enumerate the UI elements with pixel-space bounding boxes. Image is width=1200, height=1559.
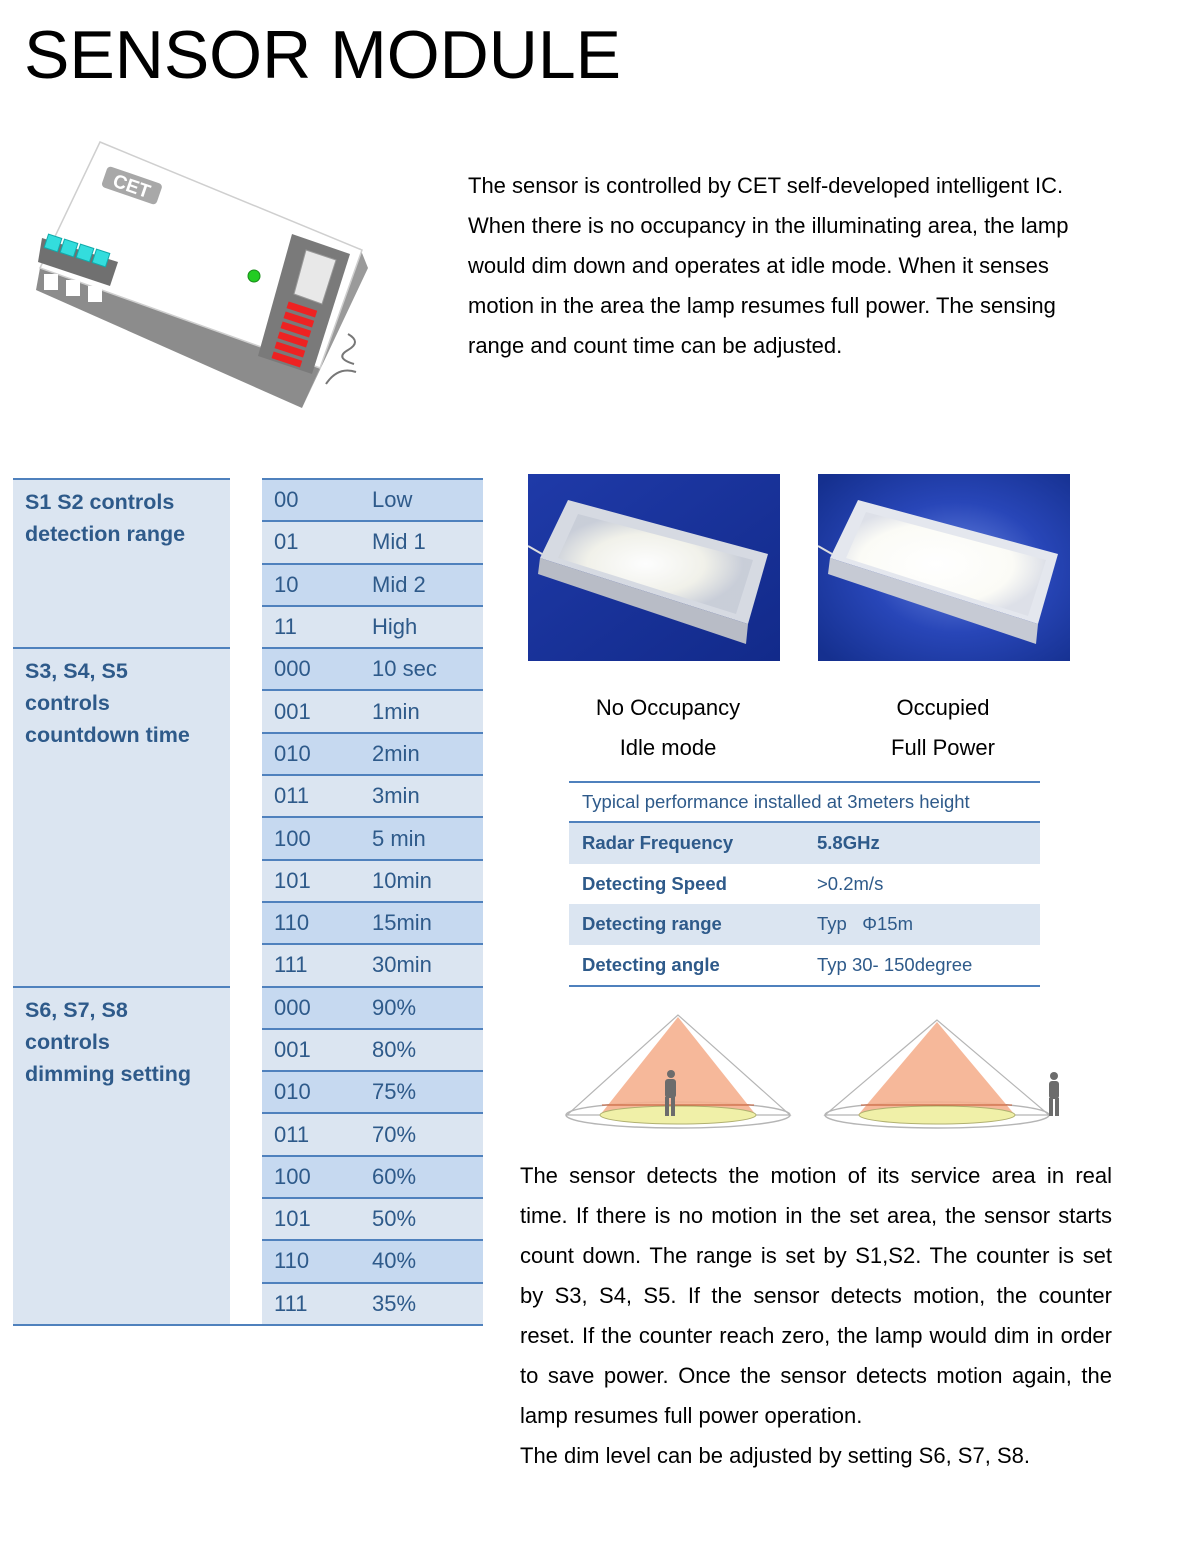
switch-value: 5 min bbox=[372, 825, 426, 851]
intro-paragraph bbox=[468, 166, 1168, 366]
dip-switch-settings-table bbox=[13, 478, 483, 1326]
switch-code: 000 bbox=[274, 656, 311, 682]
switch-value: High bbox=[372, 614, 418, 640]
spec-name: Radar Frequency bbox=[582, 832, 734, 854]
table-row bbox=[262, 816, 483, 858]
switch-value: 2min bbox=[372, 740, 420, 766]
switch-value: 10 sec bbox=[372, 656, 437, 682]
svg-text:CET: CET bbox=[110, 170, 153, 204]
table-row bbox=[569, 904, 1040, 945]
performance-heading: Typical performance installed at 3meters height bbox=[569, 781, 1040, 823]
switch-code: 100 bbox=[274, 1163, 311, 1189]
switch-value: 75% bbox=[372, 1079, 417, 1105]
settings-group-detection-range bbox=[13, 478, 483, 647]
spec-name: Detecting Speed bbox=[582, 872, 727, 894]
switch-value: 1min bbox=[372, 698, 420, 724]
switch-code: 010 bbox=[274, 1079, 311, 1105]
detection-cone-diagrams bbox=[555, 1012, 1085, 1137]
switch-code: 110 bbox=[274, 910, 310, 936]
cone-person-outside bbox=[825, 1020, 1059, 1128]
switch-code: 100 bbox=[274, 825, 311, 851]
table-row bbox=[262, 1070, 483, 1112]
switch-value: Mid 1 bbox=[372, 529, 426, 555]
switch-code: 011 bbox=[274, 1121, 310, 1147]
table-row bbox=[262, 943, 483, 985]
table-row bbox=[262, 1155, 483, 1197]
table-row bbox=[262, 1197, 483, 1239]
table-row bbox=[262, 986, 483, 1028]
intro-line: The sensor is controlled by CET self-developed intelligent IC. bbox=[468, 173, 1064, 198]
switch-value: 15min bbox=[372, 910, 432, 936]
switch-value: Mid 2 bbox=[372, 571, 426, 597]
switch-value: 80% bbox=[372, 1037, 417, 1062]
caption-occupied: Occupied Full Power bbox=[891, 695, 995, 760]
group-label: S3, S4, S5 controls countdown time bbox=[13, 647, 230, 985]
table-bottom-rule bbox=[569, 985, 1040, 987]
caption-no-occupancy: No Occupancy Idle mode bbox=[595, 695, 741, 760]
page-title: SENSOR MODULE bbox=[24, 17, 621, 93]
spec-name: Detecting range bbox=[582, 913, 722, 935]
settings-group-countdown-time bbox=[13, 647, 483, 985]
table-row bbox=[569, 945, 1040, 986]
person-icon bbox=[1049, 1072, 1059, 1116]
table-row bbox=[262, 901, 483, 943]
switch-code: 000 bbox=[274, 994, 311, 1020]
operation-paragraph: The sensor detects the motion of its service area in real time. If there is no motion in the set area, the sensor starts count down. The range is set by S1,S2. The counter is set by S3, S4, S5. If the sensor detects motion, the counter reset. If the counter reach zero, the lamp would dim in order to save power. Once the sensor detects motion again, the lamp resumes full power operation. bbox=[520, 1163, 1112, 1428]
intro-line: range and count time can be adjusted. bbox=[468, 333, 843, 358]
table-row bbox=[262, 774, 483, 816]
switch-code: 011 bbox=[274, 783, 310, 809]
spec-name: Detecting angle bbox=[582, 953, 720, 975]
dim-level-note: The dim level can be adjusted by setting S6, S7, S8. bbox=[520, 1443, 1030, 1468]
operation-description bbox=[520, 1156, 1112, 1476]
table-row bbox=[262, 605, 483, 647]
status-led-icon bbox=[248, 270, 260, 282]
group-label: S6, S7, S8 controls dimming setting bbox=[13, 986, 230, 1324]
switch-code: 01 bbox=[274, 529, 299, 555]
switch-code: 111 bbox=[274, 952, 308, 978]
switch-value: 35% bbox=[372, 1290, 417, 1316]
table-row bbox=[262, 1112, 483, 1154]
intro-line: would dim down and operates at idle mode. When it senses bbox=[468, 253, 1049, 278]
intro-line: When there is no occupancy in the illuminating area, the lamp bbox=[468, 213, 1069, 238]
switch-value: 60% bbox=[372, 1163, 417, 1189]
switch-value: 40% bbox=[372, 1248, 417, 1274]
table-row bbox=[262, 563, 483, 605]
switch-value: 90% bbox=[372, 994, 417, 1020]
cone-person-inside bbox=[566, 1015, 790, 1128]
switch-code: 101 bbox=[274, 1206, 311, 1232]
spec-value: Typ 30- 150degree bbox=[817, 953, 973, 975]
performance-table bbox=[569, 781, 1040, 987]
switch-value: Low bbox=[372, 487, 413, 513]
switch-code: 111 bbox=[274, 1290, 308, 1316]
table-row bbox=[262, 859, 483, 901]
table-row bbox=[262, 689, 483, 731]
lamp-idle-photo bbox=[528, 474, 780, 661]
settings-group-dimming-setting bbox=[13, 986, 483, 1324]
switch-code: 00 bbox=[274, 487, 299, 513]
table-row bbox=[262, 732, 483, 774]
spec-value: Typ Φ15m bbox=[817, 913, 913, 935]
switch-value: 50% bbox=[372, 1206, 417, 1232]
table-row bbox=[569, 864, 1040, 905]
spec-value: 5.8GHz bbox=[817, 832, 880, 854]
table-row bbox=[262, 1282, 483, 1324]
group-label: S1 S2 controls detection range bbox=[13, 478, 230, 647]
switch-value: 3min bbox=[372, 783, 420, 809]
lamp-full-power-photo bbox=[818, 474, 1070, 661]
table-bottom-rule bbox=[13, 1324, 483, 1326]
switch-code: 010 bbox=[274, 740, 311, 766]
switch-code: 10 bbox=[274, 571, 299, 597]
switch-code: 001 bbox=[274, 1037, 311, 1062]
spec-value: >0.2m/s bbox=[817, 872, 884, 894]
switch-code: 001 bbox=[274, 698, 311, 724]
table-row bbox=[262, 1239, 483, 1281]
switch-code: 11 bbox=[274, 614, 297, 640]
switch-code: 110 bbox=[274, 1248, 310, 1274]
intro-line: motion in the area the lamp resumes full power. The sensing bbox=[468, 293, 1056, 318]
table-row bbox=[262, 520, 483, 562]
switch-value: 10min bbox=[372, 867, 432, 893]
table-row bbox=[262, 478, 483, 520]
table-row bbox=[569, 823, 1040, 864]
table-row bbox=[262, 647, 483, 689]
table-row bbox=[262, 1028, 483, 1070]
switch-value: 70% bbox=[372, 1121, 417, 1147]
sensor-module-illustration bbox=[30, 138, 370, 418]
switch-code: 101 bbox=[274, 867, 311, 893]
switch-value: 30min bbox=[372, 952, 432, 978]
